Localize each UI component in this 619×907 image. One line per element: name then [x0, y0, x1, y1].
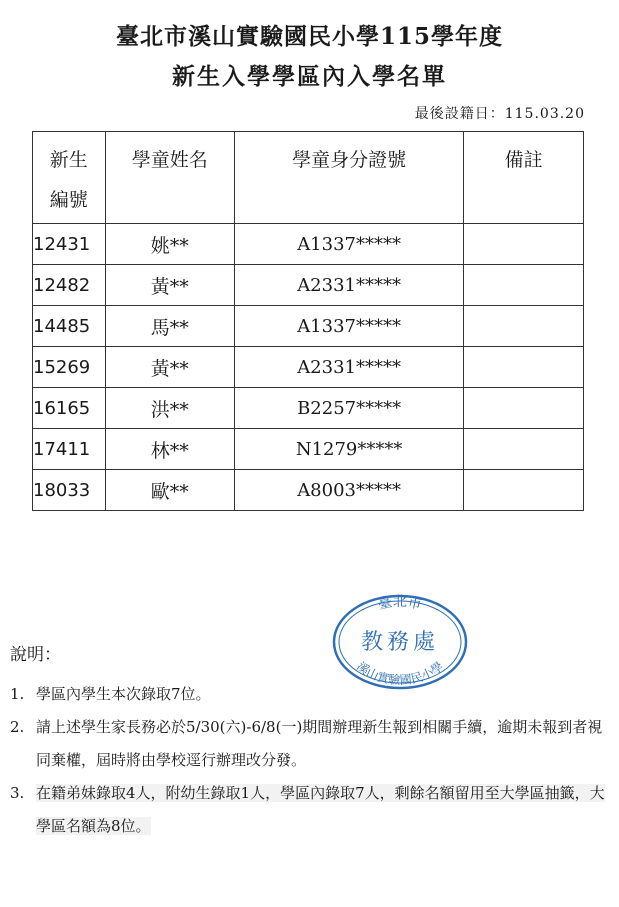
- cell-student-id: 12431: [33, 224, 106, 265]
- table-row: [33, 470, 584, 511]
- note-number: 1.: [10, 685, 25, 703]
- cell-student-idnum: A1337*****: [235, 224, 464, 265]
- seal-center-text: 教務處: [360, 630, 440, 655]
- table-header-row: [33, 132, 584, 224]
- table-row: [33, 429, 584, 470]
- official-seal: [330, 592, 470, 692]
- cell-student-id: 14485: [33, 306, 106, 347]
- note-text: 學區內學生本次錄取7位。: [36, 685, 211, 703]
- table-row: [33, 306, 584, 347]
- cell-note: [464, 470, 584, 511]
- table-row: [33, 224, 584, 265]
- registration-date: [415, 103, 585, 123]
- column-header-note: 備註: [464, 132, 584, 224]
- table-row: [33, 265, 584, 306]
- cell-student-idnum: B2257*****: [235, 388, 464, 429]
- cell-student-id: 18033: [33, 470, 106, 511]
- note-item: [10, 777, 610, 843]
- cell-note: [464, 429, 584, 470]
- cell-student-idnum: A2331*****: [235, 347, 464, 388]
- note-text: 在籍弟妹錄取4人，附幼生錄取1人，學區內錄取7人，剩餘名額留用至大學區抽籤，大學區名額為8位。: [36, 784, 605, 835]
- note-item: [10, 678, 610, 711]
- cell-student-idnum: A8003*****: [235, 470, 464, 511]
- seal-bottom-text: 溪山實驗國民小學: [354, 658, 446, 688]
- cell-student-name: 林**: [105, 429, 235, 470]
- cell-note: [464, 265, 584, 306]
- registration-date-text: 最後設籍日：115.03.20: [414, 106, 585, 122]
- cell-student-idnum: A2331*****: [235, 265, 464, 306]
- note-item: [10, 711, 610, 777]
- cell-student-id: 17411: [33, 429, 106, 470]
- document-title: 臺北市溪山實驗國民小學115學年度: [115, 23, 503, 50]
- column-header-id: [33, 132, 106, 224]
- seal-top-text: 臺北市: [376, 594, 424, 613]
- column-header-name: 學童姓名: [105, 132, 235, 224]
- table-row: [33, 388, 584, 429]
- cell-note: [464, 388, 584, 429]
- column-header-idnum: 學童身分證號: [235, 132, 464, 224]
- cell-student-name: 姚**: [105, 224, 235, 265]
- cell-student-id: 12482: [33, 265, 106, 306]
- note-number: 3.: [10, 784, 25, 802]
- cell-note: [464, 347, 584, 388]
- cell-student-name: 馬**: [105, 306, 235, 347]
- cell-student-name: 黃**: [105, 347, 235, 388]
- cell-note: [464, 224, 584, 265]
- cell-student-idnum: N1279*****: [235, 429, 464, 470]
- notes-title: 說明：: [10, 645, 61, 665]
- cell-student-id: 15269: [33, 347, 106, 388]
- enrollment-table: [32, 131, 584, 511]
- notes-list: [10, 678, 610, 843]
- note-text: 請上述學生家長務必於5/30(六)-6/8(一)期間辦理新生報到相關手續，逾期未報到者視同棄權，屆時將由學校逕行辦理改分發。: [36, 718, 603, 769]
- cell-student-idnum: A1337*****: [235, 306, 464, 347]
- cell-student-name: 洪**: [105, 388, 235, 429]
- cell-note: [464, 306, 584, 347]
- cell-student-id: 16165: [33, 388, 106, 429]
- document-subtitle: 新生入學學區內入學名單: [172, 63, 447, 90]
- note-number: 2.: [10, 718, 25, 736]
- note-text-wrapper: [36, 777, 610, 843]
- table-row: [33, 347, 584, 388]
- cell-student-name: 黃**: [105, 265, 235, 306]
- cell-student-name: 歐**: [105, 470, 235, 511]
- column-header-id-label: 新生編號: [49, 149, 88, 211]
